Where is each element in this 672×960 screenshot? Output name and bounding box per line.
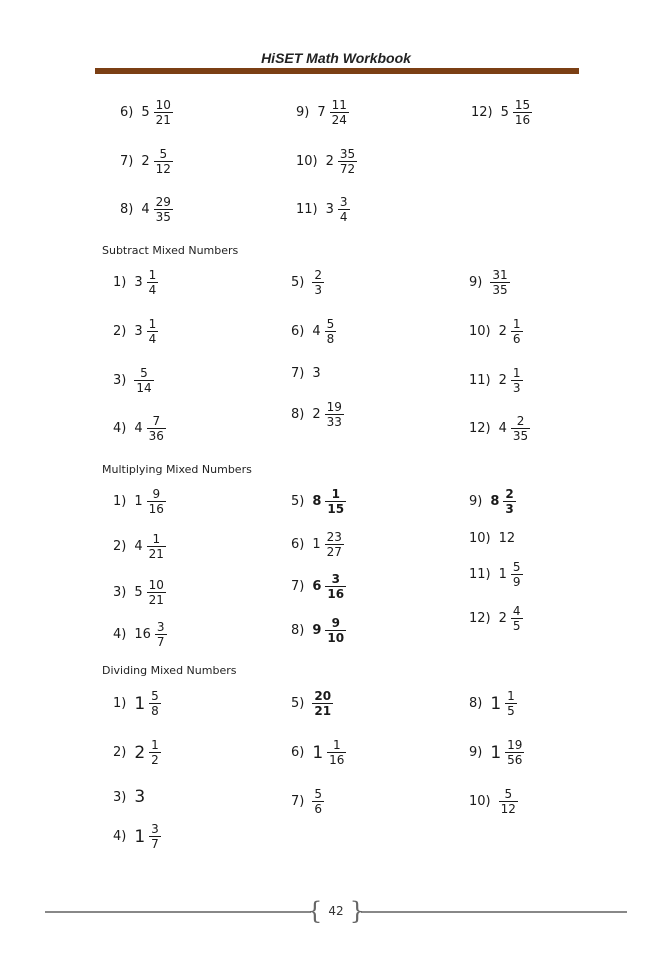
whole-part: 2 [498,373,507,388]
answer-number: 9) [469,275,483,290]
numerator: 23 [326,530,342,544]
denominator: 6 [512,332,521,346]
answer-number: 4) [113,829,127,844]
answer-number: 2) [113,745,127,760]
answer-item [469,531,519,546]
denominator: 56 [507,753,523,767]
denominator: 3 [314,283,322,297]
whole-part: 1 [490,742,502,763]
denominator: 21 [148,593,164,607]
answer-item [471,98,532,127]
fraction [330,98,349,127]
answer-item [291,616,346,645]
denominator: 4 [339,210,348,224]
numerator: 10 [148,578,164,592]
whole-part: 1 [134,826,146,847]
whole-part: 3 [312,366,321,381]
denominator: 7 [151,837,159,851]
denominator: 35 [155,210,171,224]
answer-number: 10) [296,154,318,169]
answer-number: 4) [113,421,127,436]
page-number-box [307,897,365,925]
fraction [134,366,153,395]
fraction [147,578,166,607]
denominator: 14 [136,381,152,395]
whole-part: 1 [134,494,143,509]
fraction [147,487,166,516]
denominator: 8 [326,332,335,346]
whole-part: 16 [134,627,151,642]
numerator: 29 [155,195,171,209]
numerator: 1 [148,317,157,331]
answer-number: 8) [291,623,305,638]
whole-part: 9 [312,623,322,638]
whole-part: 3 [134,275,143,290]
whole-part: 2 [498,324,507,339]
answer-number: 2) [113,539,127,554]
answer-number: 6) [291,537,305,552]
numerator: 19 [326,400,342,414]
answer-number: 7) [291,366,305,381]
numerator: 5 [512,560,521,574]
numerator: 2 [505,487,514,501]
fraction [147,268,159,297]
numerator: 3 [156,620,165,634]
numerator: 7 [152,414,161,428]
answer-number: 1) [113,494,127,509]
whole-part: 4 [498,421,507,436]
answer-item [469,317,523,346]
section-title-multiply: Multiplying Mixed Numbers [102,463,252,476]
numerator: 2 [314,268,322,282]
denominator: 21 [148,547,164,561]
fraction [490,268,509,297]
fraction [147,414,166,443]
answer-number: 11) [469,373,491,388]
footer-line-right [361,911,627,913]
footer-line-left [45,911,311,913]
answer-number: 5) [291,275,305,290]
fraction [325,317,337,346]
answer-item [120,195,173,224]
answer-item [113,738,161,767]
numerator: 3 [339,195,348,209]
fraction [505,738,524,767]
answer-number: 6) [120,105,134,120]
numerator: 1 [151,738,159,752]
answer-item [469,689,517,718]
answer-item [291,787,324,816]
denominator: 4 [148,283,157,297]
denominator: 72 [339,162,356,176]
answer-number: 12) [469,611,491,626]
whole-part: 7 [317,105,326,120]
denominator: 15 [327,502,345,516]
denominator: 35 [512,429,529,443]
fraction [147,532,166,561]
answer-number: 4) [113,627,127,642]
numerator: 1 [332,738,341,752]
whole-part: 1 [490,693,502,714]
numerator: 2 [516,414,525,428]
answer-item [469,268,510,297]
fraction [327,738,346,767]
header-divider-bar [95,68,579,74]
denominator: 21 [155,113,171,127]
answer-item [120,98,173,127]
fraction [312,787,324,816]
denominator: 7 [156,635,165,649]
whole-part: 12 [498,531,516,546]
section-title-divide: Dividing Mixed Numbers [102,664,237,677]
answer-number: 12) [469,421,491,436]
fraction [149,738,161,767]
left-brace-glyph: { [307,897,323,925]
answer-item [113,366,154,395]
whole-part: 1 [312,537,321,552]
denominator: 16 [148,502,164,516]
fraction [513,98,532,127]
fraction [312,268,324,297]
fraction [325,530,344,559]
whole-part: 2 [134,742,146,763]
fraction [503,487,515,516]
answer-item [291,317,336,346]
fraction [154,195,173,224]
denominator: 6 [314,802,322,816]
answer-item [113,268,158,297]
fraction [511,560,523,589]
denominator: 5 [507,704,515,718]
numerator: 11 [331,98,347,112]
answer-item [291,400,344,429]
fraction [325,487,346,516]
answer-number: 3) [113,373,127,388]
fraction [511,317,523,346]
numerator: 5 [151,689,159,703]
whole-part: 3 [134,787,146,807]
denominator: 3 [505,502,514,516]
numerator: 5 [314,787,322,801]
fraction [154,98,173,127]
denominator: 10 [327,631,345,645]
answer-number: 8) [291,407,305,422]
fraction [147,317,159,346]
whole-part: 2 [498,611,507,626]
answer-number: 5) [291,696,305,711]
page-number: 42 [328,904,344,918]
fraction [325,616,346,645]
answer-number: 9) [469,745,483,760]
answer-number: 9) [469,494,483,509]
denominator: 2 [151,753,159,767]
answer-item [469,560,523,589]
fraction [338,195,350,224]
numerator: 1 [507,689,515,703]
answer-number: 5) [291,494,305,509]
whole-part: 4 [312,324,321,339]
fraction [325,400,344,429]
denominator: 12 [155,162,171,176]
answer-number: 8) [469,696,483,711]
answer-number: 3) [113,789,127,805]
numerator: 5 [159,147,168,161]
denominator: 4 [148,332,157,346]
answer-item [113,317,158,346]
numerator: 9 [152,487,161,501]
numerator: 1 [331,487,340,501]
answer-item [291,268,324,297]
answer-item [469,414,530,443]
answer-item [469,487,516,516]
denominator: 16 [327,587,345,601]
answer-number: 11) [296,202,318,217]
denominator: 16 [514,113,531,127]
answer-item [120,147,173,176]
answer-item [291,366,325,381]
whole-part: 5 [500,105,509,120]
numerator: 1 [512,317,521,331]
fraction [154,147,173,176]
numerator: 3 [331,572,340,586]
answer-item [469,738,524,767]
numerator: 15 [514,98,531,112]
fraction [511,366,523,395]
answer-number: 7) [120,154,134,169]
whole-part: 2 [325,154,334,169]
whole-part: 6 [312,579,322,594]
right-brace-glyph: } [349,897,365,925]
answer-number: 11) [469,567,491,582]
answer-item [291,487,346,516]
whole-part: 2 [141,154,150,169]
denominator: 3 [512,381,521,395]
whole-part: 4 [134,539,143,554]
whole-part: 2 [312,407,321,422]
denominator: 24 [331,113,347,127]
fraction [149,822,161,851]
answer-number: 12) [471,105,493,120]
whole-part: 5 [141,105,150,120]
whole-part: 3 [134,324,143,339]
answer-item [291,572,346,601]
answer-number: 6) [291,324,305,339]
denominator: 21 [314,704,332,718]
section-title-subtract: Subtract Mixed Numbers [102,244,239,257]
answer-item [469,604,523,633]
answer-item [113,787,149,807]
answer-number: 1) [113,275,127,290]
answer-item [113,822,161,851]
fraction [511,414,530,443]
answer-item [113,532,166,561]
numerator: 10 [155,98,171,112]
answer-number: 3) [113,585,127,600]
whole-part: 4 [134,421,143,436]
answer-number: 7) [291,794,305,809]
numerator: 4 [512,604,521,618]
answer-item [469,366,523,395]
whole-part: 1 [498,567,507,582]
fraction [499,787,518,816]
denominator: 9 [512,575,521,589]
fraction [149,689,161,718]
numerator: 5 [140,366,148,380]
answer-number: 6) [291,745,305,760]
whole-part: 1 [312,742,324,763]
fraction [312,689,333,718]
numerator: 5 [504,787,513,801]
answer-item [113,414,166,443]
answer-number: 10) [469,324,491,339]
denominator: 35 [492,283,508,297]
numerator: 20 [314,689,332,703]
denominator: 12 [500,802,516,816]
whole-part: 1 [134,693,146,714]
answer-number: 2) [113,324,127,339]
page-header-title: HiSET Math Workbook [261,50,411,66]
numerator: 1 [152,532,161,546]
answer-number: 10) [469,794,491,809]
whole-part: 8 [490,494,500,509]
numerator: 35 [339,147,356,161]
answer-item [296,195,350,224]
whole-part: 5 [134,585,143,600]
answer-item [296,147,357,176]
fraction [155,620,167,649]
denominator: 36 [148,429,164,443]
numerator: 3 [151,822,159,836]
answer-item [291,689,333,718]
answer-item [113,578,166,607]
answer-item [469,787,518,816]
fraction [511,604,523,633]
answer-item [296,98,349,127]
denominator: 16 [329,753,345,767]
answer-item [291,738,346,767]
numerator: 31 [492,268,508,282]
whole-part: 3 [325,202,334,217]
numerator: 5 [326,317,335,331]
answer-item [113,487,166,516]
fraction [505,689,517,718]
denominator: 5 [512,619,521,633]
numerator: 1 [148,268,157,282]
fraction [338,147,357,176]
whole-part: 8 [312,494,322,509]
answer-number: 8) [120,202,134,217]
answer-number: 1) [113,696,127,711]
numerator: 1 [512,366,521,380]
answer-number: 9) [296,105,310,120]
answer-item [291,530,344,559]
numerator: 9 [331,616,340,630]
answer-item [113,689,161,718]
answer-number: 10) [469,531,491,546]
denominator: 8 [151,704,159,718]
answer-item [113,620,167,649]
fraction [325,572,346,601]
whole-part: 4 [141,202,150,217]
denominator: 27 [326,545,342,559]
answer-number: 7) [291,579,305,594]
denominator: 33 [326,415,342,429]
numerator: 19 [507,738,523,752]
